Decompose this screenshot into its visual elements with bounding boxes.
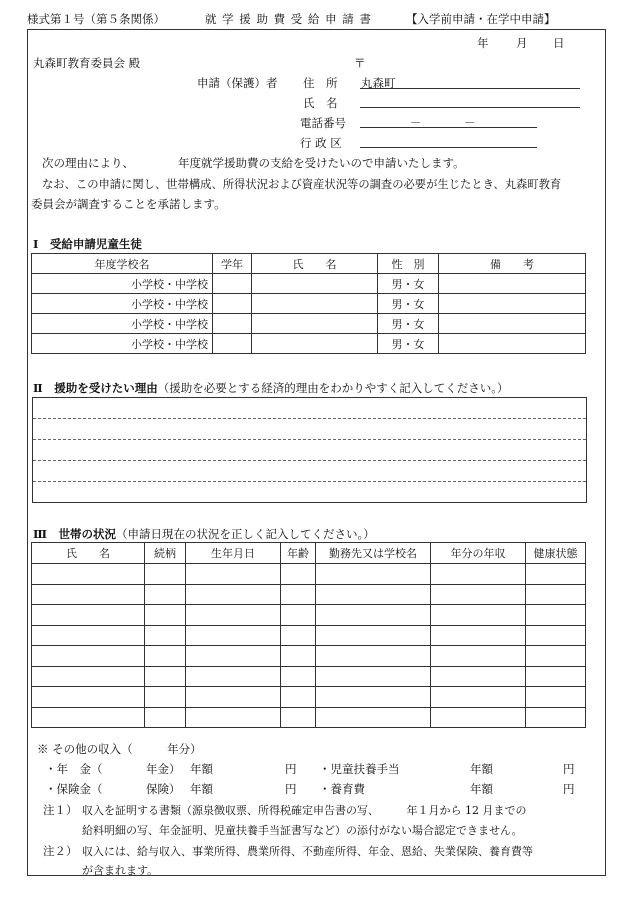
support-annual-label: 年額 bbox=[470, 782, 493, 796]
name-field-line[interactable] bbox=[360, 107, 580, 108]
address-label: 住 所 bbox=[303, 76, 338, 90]
remarks-cell[interactable] bbox=[439, 274, 586, 294]
hh-income-cell[interactable] bbox=[431, 646, 526, 667]
hh-age-cell[interactable] bbox=[281, 687, 316, 708]
hh-income-cell[interactable] bbox=[431, 564, 526, 585]
hh-age-header: 年齢 bbox=[281, 543, 316, 564]
hh-workplace-cell[interactable] bbox=[316, 707, 431, 728]
section3-heading: Ⅲ 世帯の状況 bbox=[33, 527, 117, 541]
body-line1b: 年度就学援助費の支給を受けたいので申請いたします。 bbox=[178, 156, 465, 170]
applicant-role-label: 申請（保護）者 bbox=[197, 76, 278, 90]
hh-relation-cell[interactable] bbox=[145, 625, 186, 646]
insurance-label: ・保険金（ bbox=[45, 782, 103, 796]
form-title: 就 学 援 助 費 受 給 申 請 書 bbox=[205, 12, 372, 26]
school-cell[interactable]: 小学校・中学校 bbox=[32, 274, 213, 294]
hh-health-header: 健康状態 bbox=[526, 543, 586, 564]
school-cell[interactable]: 小学校・中学校 bbox=[32, 314, 213, 334]
hh-income-cell[interactable] bbox=[431, 666, 526, 687]
table-row bbox=[32, 625, 586, 646]
hh-health-cell[interactable] bbox=[526, 687, 586, 708]
hh-relation-cell[interactable] bbox=[145, 605, 186, 626]
address-value: 丸森町 bbox=[361, 76, 396, 90]
name-cell[interactable] bbox=[252, 274, 378, 294]
hh-relation-cell[interactable] bbox=[145, 584, 186, 605]
hh-birthdate-cell[interactable] bbox=[186, 625, 281, 646]
hh-income-cell[interactable] bbox=[431, 687, 526, 708]
sex-cell[interactable]: 男・女 bbox=[378, 294, 439, 314]
table-row bbox=[32, 274, 586, 294]
hh-health-cell[interactable] bbox=[526, 564, 586, 585]
remarks-cell[interactable] bbox=[439, 314, 586, 334]
section3-note: （申請日現在の状況を正しく記入してください。） bbox=[116, 527, 375, 541]
support-yen: 円 bbox=[563, 782, 575, 796]
phone-label: 電話番号 bbox=[300, 116, 346, 130]
hh-age-cell[interactable] bbox=[281, 666, 316, 687]
hh-age-cell[interactable] bbox=[281, 584, 316, 605]
grade-cell[interactable] bbox=[213, 274, 252, 294]
hh-workplace-cell[interactable] bbox=[316, 605, 431, 626]
col-name-header: 氏 名 bbox=[252, 254, 378, 274]
hh-name-cell[interactable] bbox=[32, 666, 145, 687]
hh-birthdate-cell[interactable] bbox=[186, 646, 281, 667]
household-table bbox=[31, 542, 586, 728]
hh-age-cell[interactable] bbox=[281, 564, 316, 585]
col-grade-header: 学年 bbox=[213, 254, 252, 274]
district-field-line[interactable] bbox=[360, 147, 537, 148]
body-line1a: 次の理由により、 bbox=[42, 156, 134, 170]
sex-cell[interactable]: 男・女 bbox=[378, 314, 439, 334]
note1-line2: 給料明細の写、年金証明、児童扶養手当証書写など）の添付がない場合認定できません。 bbox=[82, 824, 523, 837]
hh-workplace-cell[interactable] bbox=[316, 666, 431, 687]
table-row bbox=[32, 707, 586, 728]
hh-name-cell[interactable] bbox=[32, 687, 145, 708]
hh-name-cell[interactable] bbox=[32, 605, 145, 626]
addressee: 丸森町教育委員会 殿 bbox=[33, 56, 141, 70]
hh-birthdate-cell[interactable] bbox=[186, 707, 281, 728]
table-row bbox=[32, 294, 586, 314]
postal-mark: 〒 bbox=[354, 56, 366, 70]
col-school-header: 年度学校名 bbox=[32, 254, 213, 274]
name-label: 氏 名 bbox=[303, 96, 338, 110]
hh-income-cell[interactable] bbox=[431, 605, 526, 626]
school-cell[interactable]: 小学校・中学校 bbox=[32, 334, 213, 354]
grade-cell[interactable] bbox=[213, 334, 252, 354]
table-row bbox=[32, 314, 586, 334]
insurance-suffix: 保険） bbox=[146, 782, 181, 796]
school-cell[interactable]: 小学校・中学校 bbox=[32, 294, 213, 314]
hh-workplace-cell[interactable] bbox=[316, 687, 431, 708]
table-row bbox=[32, 334, 586, 354]
hh-age-cell[interactable] bbox=[281, 707, 316, 728]
hh-birthdate-cell[interactable] bbox=[186, 605, 281, 626]
hh-birthdate-cell[interactable] bbox=[186, 666, 281, 687]
other-income-title: ※ その他の収入（ 年分） bbox=[37, 742, 202, 756]
pension-suffix: 年金） bbox=[146, 762, 181, 776]
section1-heading: Ⅰ 受給申請児童生徒 bbox=[33, 237, 142, 251]
hh-name-cell[interactable] bbox=[32, 625, 145, 646]
hh-age-cell[interactable] bbox=[281, 605, 316, 626]
child-allowance-label: ・児童扶養手当 bbox=[319, 762, 400, 776]
hh-relation-cell[interactable] bbox=[145, 564, 186, 585]
hh-birthdate-cell[interactable] bbox=[186, 564, 281, 585]
name-cell[interactable] bbox=[252, 334, 378, 354]
note2-line2: が含まれます。 bbox=[82, 864, 159, 877]
remarks-cell[interactable] bbox=[439, 334, 586, 354]
phone-separator-1: － bbox=[410, 116, 422, 130]
hh-income-cell[interactable] bbox=[431, 707, 526, 728]
reason-line bbox=[33, 418, 586, 419]
reason-line bbox=[33, 439, 586, 440]
date-day-label: 日 bbox=[553, 36, 565, 50]
hh-health-cell[interactable] bbox=[526, 707, 586, 728]
hh-name-header: 氏 名 bbox=[32, 543, 145, 564]
note1-line1: 収入を証明する書類（源泉徴収票、所得税確定申告書の写、 年１月から 12 月までの bbox=[82, 804, 527, 817]
phone-separator-2: － bbox=[464, 116, 476, 130]
hh-relation-cell[interactable] bbox=[145, 707, 186, 728]
address-field-line[interactable] bbox=[360, 88, 580, 89]
hh-health-cell[interactable] bbox=[526, 646, 586, 667]
pension-label: ・年 金（ bbox=[45, 762, 103, 776]
hh-workplace-cell[interactable] bbox=[316, 625, 431, 646]
hh-age-cell[interactable] bbox=[281, 625, 316, 646]
sex-cell[interactable]: 男・女 bbox=[378, 334, 439, 354]
hh-health-cell[interactable] bbox=[526, 625, 586, 646]
hh-name-cell[interactable] bbox=[32, 707, 145, 728]
remarks-cell[interactable] bbox=[439, 294, 586, 314]
hh-name-cell[interactable] bbox=[32, 646, 145, 667]
note2-label: 注２） bbox=[43, 844, 78, 858]
hh-income-cell[interactable] bbox=[431, 584, 526, 605]
note1-label: 注１） bbox=[43, 803, 78, 817]
insurance-annual-label: 年額 bbox=[190, 782, 213, 796]
col-remarks-header: 備 考 bbox=[439, 254, 586, 274]
table-row bbox=[32, 564, 586, 585]
hh-relation-cell[interactable] bbox=[145, 687, 186, 708]
section2-note: （援助を必要とする経済的理由をわかりやすく記入してください。） bbox=[157, 381, 509, 395]
table-row bbox=[32, 584, 586, 605]
hh-age-cell[interactable] bbox=[281, 646, 316, 667]
hh-relation-cell[interactable] bbox=[145, 646, 186, 667]
hh-workplace-header: 勤務先又は学校名 bbox=[316, 543, 431, 564]
hh-workplace-cell[interactable] bbox=[316, 564, 431, 585]
hh-health-cell[interactable] bbox=[526, 605, 586, 626]
hh-relation-cell[interactable] bbox=[145, 666, 186, 687]
body-line3: 委員会が調査することを承諾します。 bbox=[31, 197, 226, 211]
table-row bbox=[32, 666, 586, 687]
reason-box[interactable] bbox=[32, 397, 587, 503]
district-label: 行 政 区 bbox=[300, 136, 342, 150]
section2-heading: Ⅱ 援助を受けたい理由 bbox=[33, 381, 158, 395]
name-cell[interactable] bbox=[252, 294, 378, 314]
reason-line bbox=[33, 481, 586, 482]
hh-birthdate-cell[interactable] bbox=[186, 687, 281, 708]
hh-income-header: 年分の年収 bbox=[431, 543, 526, 564]
hh-birthdate-cell[interactable] bbox=[186, 584, 281, 605]
note2-line1: 収入には、給与収入、事業所得、農業所得、不動産所得、年金、恩給、失業保険、養育費等 bbox=[82, 845, 533, 858]
sex-cell[interactable]: 男・女 bbox=[378, 274, 439, 294]
support-label: ・養育費 bbox=[319, 782, 365, 796]
hh-health-cell[interactable] bbox=[526, 584, 586, 605]
pension-yen: 円 bbox=[285, 762, 297, 776]
hh-health-cell[interactable] bbox=[526, 666, 586, 687]
name-cell[interactable] bbox=[252, 314, 378, 334]
table-row bbox=[32, 646, 586, 667]
hh-name-cell[interactable] bbox=[32, 584, 145, 605]
reason-line bbox=[33, 460, 586, 461]
hh-income-cell[interactable] bbox=[431, 625, 526, 646]
hh-birthdate-header: 生年月日 bbox=[186, 543, 281, 564]
child-yen: 円 bbox=[563, 762, 575, 776]
child-annual-label: 年額 bbox=[470, 762, 493, 776]
grade-cell[interactable] bbox=[213, 294, 252, 314]
phone-field-line[interactable] bbox=[360, 127, 537, 128]
children-table bbox=[31, 253, 586, 354]
table-row bbox=[32, 687, 586, 708]
col-sex-header: 性 別 bbox=[378, 254, 439, 274]
section2-heading-line bbox=[33, 380, 508, 396]
section3-heading-line bbox=[33, 526, 375, 542]
hh-workplace-cell[interactable] bbox=[316, 646, 431, 667]
hh-name-cell[interactable] bbox=[32, 564, 145, 585]
hh-workplace-cell[interactable] bbox=[316, 584, 431, 605]
grade-cell[interactable] bbox=[213, 314, 252, 334]
form-number: 様式第１号（第５条関係） bbox=[27, 12, 165, 26]
pension-annual-label: 年額 bbox=[190, 762, 213, 776]
body-line2: なお、この申請に関し、世帯構成、所得状況および資産状況等の調査の必要が生じたとき、丸森町教育 bbox=[42, 178, 562, 191]
table-row bbox=[32, 605, 586, 626]
insurance-yen: 円 bbox=[285, 782, 297, 796]
hh-relation-header: 続柄 bbox=[145, 543, 186, 564]
date-month-label: 月 bbox=[516, 36, 528, 50]
application-kind: 【入学前申請・在学中申請】 bbox=[406, 12, 556, 26]
date-year-label: 年 bbox=[477, 36, 489, 50]
